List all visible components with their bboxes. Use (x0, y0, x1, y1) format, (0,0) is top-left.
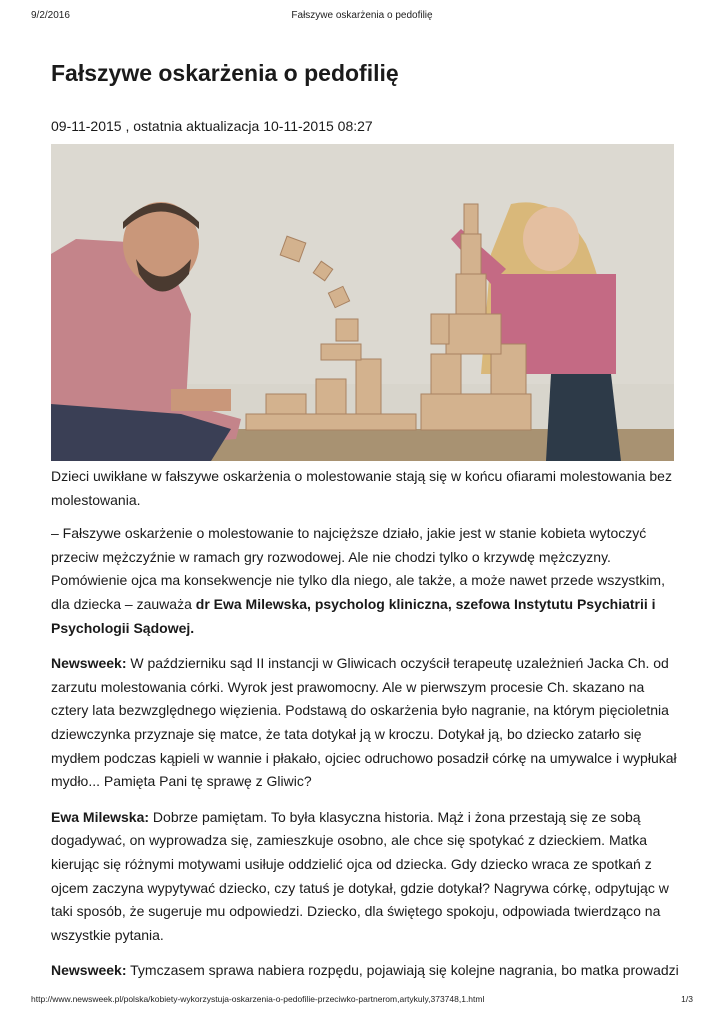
print-date: 9/2/2016 (31, 10, 70, 21)
article-body (51, 465, 681, 995)
question-text: Tymczasem sprawa nabiera rozpędu, pojawiają się kolejne nagrania, bo matka prowadzi (126, 962, 679, 979)
speaker-label: Ewa Milewska: (51, 808, 150, 825)
answer-text: Dobrze pamiętam. To była klasyczna historia. Mąż i żona przestają się ze sobą dogadywać, on wyprowadza się, zamieszkuje osobno, ale chce się spotykać z dzieckiem. Matka kierując się różnymi motywami usiłuje oddzielić ojca od dziecka. Gdy dziecko wraca ze spotkań z ojcem zaczyna wypytywać dziecko, czy tatuś je dotykał, gdzie dotykał? Nagrywa córkę, odpytując w taki sposób, że sugeruje mu odpowiedzi. Dziecko, dla świętego spokoju, odpowiada twierdząco na wszystkie pytania. (51, 808, 669, 943)
question-paragraph (51, 652, 681, 794)
intro-expert-name: dr Ewa Milewska, psycholog kliniczna, szefowa Instytutu Psychiatrii i Psychologii Sądowej. (51, 595, 656, 636)
print-footer-url: http://www.newsweek.pl/polska/kobiety-wykorzystuja-oskarzenia-o-pedofilie-przeciwko-partnerom,artykuly,373748,1.html (31, 994, 485, 1004)
intro-paragraph (51, 522, 681, 640)
speaker-label: Newsweek: (51, 655, 127, 672)
speaker-label: Newsweek: (51, 962, 127, 979)
question-text: W październiku sąd II instancji w Gliwicach oczyścił terapeutę uzależnień Jacka Ch. od zarzutu molestowania córki. Wyrok jest prawomocny. Ale w pierwszym procesie Ch. skazano na cztery lata bezwzględnego więzienia. Podstawą do oskarżenia było nagranie, na którym pięcioletnia dziewczynka przyznaje się matce, że tata dotykał ją w kroczu. Dotykał ją, bo dziecko zatarło się mydłem podczas kąpieli w wannie i płakało, ojciec odruchowo posadził córkę na umywalce i wypłukał mydło... Pamięta Pani tę sprawę z Gliwic? (51, 655, 677, 790)
intro-text: – Fałszywe oskarżenie o molestowanie to najcięższe działo, jakie jest w stanie kobieta wytoczyć przeciw mężczyźnie w ramach gry rozwodowej. Ale nie chodzi tylko o krzywdę mężczyzny. Pomówienie ojca ma konsekwencje nie tylko dla niego, ale także, a może nawet przede wszystkim, dla dziecka – zauważa (51, 525, 665, 612)
print-header-title: Fałszywe oskarżenia o pedofilię (291, 10, 433, 21)
image-caption: Dzieci uwikłane w fałszywe oskarżenia o molestowanie stają się w końcu ofiarami molestowania bez molestowania. (51, 468, 672, 508)
article-date: 09-11-2015 , ostatnia aktualizacja 10-11-2015 08:27 (51, 118, 373, 134)
page-number: 1/3 (681, 994, 693, 1004)
question-paragraph (51, 959, 681, 983)
article-illustration (51, 144, 674, 461)
article-title: Fałszywe oskarżenia o pedofilię (51, 60, 399, 86)
answer-paragraph (51, 806, 681, 948)
